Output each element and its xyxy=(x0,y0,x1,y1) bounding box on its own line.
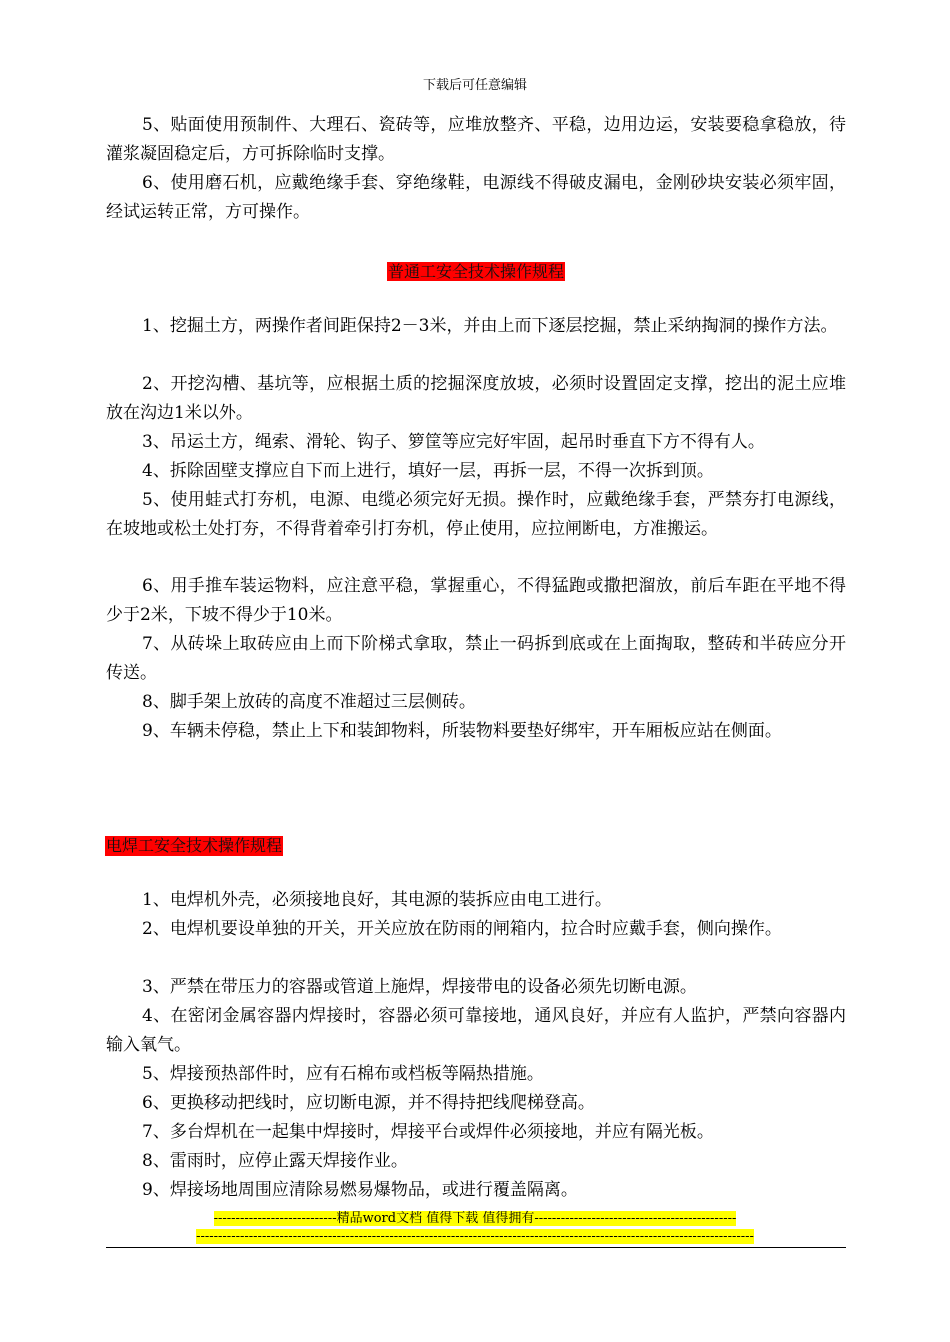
paragraph: 4、拆除固壁支撑应自下而上进行，填好一层，再拆一层，不得一次拆到顶。 xyxy=(142,461,714,481)
paragraph: 8、雷雨时，应停止露天焊接作业。 xyxy=(142,1151,408,1171)
paragraph: 3、严禁在带压力的容器或管道上施焊，焊接带电的设备必须先切断电源。 xyxy=(142,977,697,997)
footer-banner xyxy=(0,1211,950,1227)
paragraph: 2、电焊机要设单独的开关，开关应放在防雨的闸箱内，拉合时应戴手套，侧向操作。 xyxy=(142,919,782,939)
section-title: 电焊工安全技术操作规程 xyxy=(106,836,283,855)
paragraph: 7、从砖垛上取砖应由上而下阶梯式拿取，禁止一码拆到底或在上面掏取，整砖和半砖应分开传送。 xyxy=(106,634,846,683)
paragraph: 9、车辆未停稳，禁止上下和装卸物料，所装物料要垫好绑牢，开车厢板应站在侧面。 xyxy=(142,721,782,741)
paragraph: 6、使用磨石机，应戴绝缘手套、穿绝缘鞋，电源线不得破皮漏电，金刚砂块安装必须牢固，经试运转正常，方可操作。 xyxy=(106,173,846,222)
paragraph: 3、吊运土方，绳索、滑轮、钩子、箩筐等应完好牢固，起吊时垂直下方不得有人。 xyxy=(142,432,765,452)
paragraph: 1、挖掘土方，两操作者间距保持2－3米，并由上而下逐层挖掘，禁止采纳掏洞的操作方法。 xyxy=(142,316,838,336)
paragraph: 6、更换移动把线时，应切断电源，并不得持把线爬梯登高。 xyxy=(142,1093,595,1113)
section-title xyxy=(0,262,950,282)
paragraph: 1、电焊机外壳，必须接地良好，其电源的装拆应由电工进行。 xyxy=(142,890,612,910)
page-header: 下载后可任意编辑 xyxy=(422,78,527,93)
paragraph: 9、焊接场地周围应清除易燃易爆物品，或进行覆盖隔离。 xyxy=(142,1180,578,1200)
paragraph: 7、多台焊机在一起集中焊接时，焊接平台或焊件必须接地，并应有隔光板。 xyxy=(142,1122,714,1142)
paragraph: 5、使用蛙式打夯机，电源、电缆必须完好无损。操作时，应戴绝缘手套，严禁夯打电源线，在坡地或松土处打夯，不得背着牵引打夯机，停止使用，应拉闸断电，方准搬运。 xyxy=(106,490,846,539)
paragraph: 5、焊接预热部件时，应有石棉布或档板等隔热措施。 xyxy=(142,1064,544,1084)
paragraph: 4、在密闭金属容器内焊接时，容器必须可靠接地，通风良好，并应有人监护，严禁向容器内输入氧气。 xyxy=(106,1006,846,1055)
footer-dashes xyxy=(0,1229,950,1245)
paragraph: 5、贴面使用预制件、大理石、瓷砖等，应堆放整齐、平稳，边用边运，安装要稳拿稳放，待灌浆凝固稳定后，方可拆除临时支撑。 xyxy=(106,115,846,164)
section-title-text: 普通工安全技术操作规程 xyxy=(387,262,564,281)
footer-banner-text: ----------------------------精品word文档 值得下载 值得拥有---------------------------------------------- xyxy=(213,1211,737,1226)
footer-dashes-text: ------------------------------------------------------------------------------------------------------------------------------- xyxy=(196,1229,754,1244)
paragraph: 8、脚手架上放砖的高度不准超过三层侧砖。 xyxy=(142,692,476,712)
paragraph: 2、开挖沟槽、基坑等，应根据土质的挖掘深度放坡，必须时设置固定支撑，挖出的泥土应堆放在沟边1米以外。 xyxy=(106,374,846,423)
footer-rule xyxy=(106,1247,846,1248)
paragraph: 6、用手推车装运物料，应注意平稳，掌握重心，不得猛跑或撒把溜放，前后车距在平地不得少于2米，下坡不得少于10米。 xyxy=(106,576,846,625)
